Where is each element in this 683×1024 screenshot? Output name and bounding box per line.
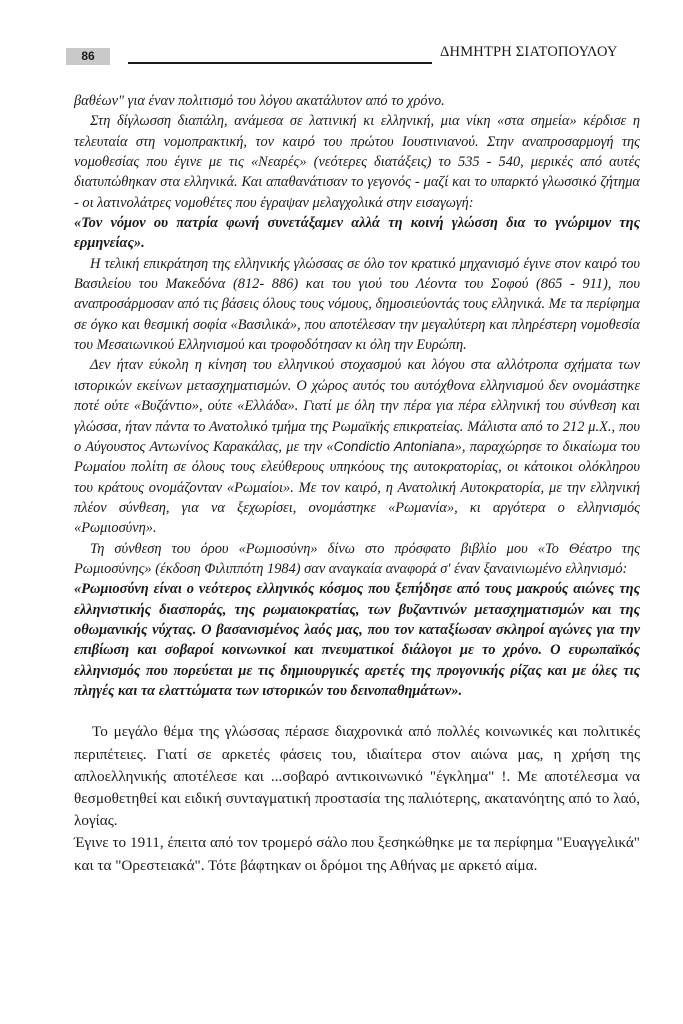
paragraph-7: Έγινε το 1911, έπειτα από τον τρομερό σάλο που ξεσηκώθηκε με τα περίφημα "Ευαγγελικά" και τα "Ορεστειακά". Τότε βάφτηκαν οι δρόμοι της Αθήνας με αρκετό αίμα. (74, 834, 640, 874)
paragraph-4-part-2: », παραχώρησε το δικαίωμα του Ρωμαίου πολίτη σε όλους τους ελεύθερους υπηκόους της αυτοκρατορίας, οι κάτοικοι ολόκληρου του κράτους ονομάζονταν «Ρωμαίοι». Με τον καιρό, η Ανατολική Αυτοκρατορία, με την ελληνική πλέον σύνθεση, για να ξεχωρίσει, ονομάστηκε «Ρωμανία», κι αργότερα ο ελληνισμός «Ρωμιοσύνη». (74, 438, 640, 537)
paragraph-5: Τη σύνθεση του όρου «Ρωμιοσύνη» δίνω στο πρόσφατο βιβλίο μου «Το Θέατρο της Ρωμιοσύνης» (έκδοση Φιλιππότη 1984) σαν αναγκαία αναφορά σ' έναν ξαναινιωμένο ελληνισμό: (74, 540, 640, 577)
paragraph-4-part-1: Δεν ήταν εύκολη η κίνηση του ελληνικού στοχασμού και λόγου στα αλλότροπα σχήματα των ιστορικών εκείνων μετασχηματισμών. Ο χώρος αυτός του αυτόχθονα ελληνισμού δεν ονομάστηκε ποτέ ούτε «Βυζάντιο», ούτε «Ελλάδα». Γιατί με όλη την πέρα για πέρα ελληνική του σύνθεση και γλώσσα, ήταν πάντα το Ανατολικό τμήμα της Ρωμαϊκής επικρατείας. Μάλιστα από το 212 μ.Χ., που ο Αύγουστος Αντωνίνος Καρακάλας, με την « (74, 357, 640, 455)
quote-1: «Τον νόμον ου πατρία φωνή συνετάξαμεν αλλά τη κοινή γλώσση δια το γνώριμον της ερμηνείας». (74, 215, 640, 252)
running-head: ΔΗΜΗΤΡΗ ΣΙΑΤΟΠΟΥΛΟΥ (440, 44, 618, 60)
quote-2: «Ρωμιοσύνη είναι ο νεότερος ελληνικός κόσμος που ξεπήδησε από τους μακρούς αιώνες της ελληνιστικής διασποράς, της ρωμαιοκρατίας, των βυζαντινών μετασχηματισμών και της οθωμανικής νύχτας. Ο βασανισμένος λαός μας, που τον καταξίωσαν σκληροί αγώνες για την επιβίωση και σοβαροί κοινωνικοί και πνευματικοί διάλογοι με το χρόνο. Ο ευρωπαϊκός ελληνισμός που πορεύεται με τις δημιουργικές αρετές της προγονικής ρίζας και με όλες τις πληγές και τα ελαττώματα των ιστορικών του δεινοπαθημάτων». (74, 581, 640, 699)
paragraph-3: Η τελική επικράτηση της ελληνικής γλώσσας σε όλο τον κρατικό μηχανισμό έγινε στον καιρό του Βασιλείου του Μακεδόνα (812- 886) και του γιού του Λέοντα του Σοφού (865 - 911), που αναπροσάρμοσαν από τις βάσεις όλους τους νόμους, δημοσιεύοντάς τους ελληνικά. Με τα περίφημα σε όγκο και θεσμική σοφία «Βασιλικά», που αποτέλεσαν την μεγαλύτερη και πληρέστερη νομοθεσία του Μεσαιωνικού Ελληνισμού και τροφοδότησαν κι όλη την Ευρώπη. (74, 255, 640, 354)
condictio-antoniana: Condictio Antoniana (333, 438, 455, 454)
section-gap (74, 701, 640, 721)
header-rule (128, 62, 432, 64)
paragraph-4 (74, 355, 640, 538)
paragraph-1: βαθέων" για έναν πολιτισμό του λόγου ακατάλυτον από το χρόνο. (74, 93, 445, 109)
paragraph-6: Το μεγάλο θέμα της γλώσσας πέρασε διαχρονικά από πολλές κοινωνικές και πολιτικές περιπέτειες. Γιατί σε αρκετές φάσεις του, ιδιαίτερα στον αιώνα μας, η χρήση της απλοελληνικής αποτέλεσε και ...σοβαρό αντικοινωνικό "έγκλημα" !. Με αποτέλεσμα να θεσμοθετηθεί και ειδική συνταγματική προστασία της παλιότερης, ακατανόητης από το λαό, λογίας. (74, 723, 640, 830)
plain-section (74, 721, 640, 876)
body-text (74, 91, 640, 877)
page-number: 86 (66, 48, 110, 65)
paragraph-2: Στη δίγλωσση διαπάλη, ανάμεσα σε λατινική κι ελληνική, μια νίκη «στα σημεία» κέρδισε η τελευταία στη νομοπρακτική, τον καιρό του πρώτου Ιουστινιανού. Στην αναπροσαρμογή της νομοθεσίας που έγινε με τις «Νεαρές» (νεότερες διατάξεις) το 535 - 540, μερικές από αυτές διατυπώθηκαν στα ελληνικά. Και απαθανάτισαν το γεγονός - μαζί και το υπαρκτό γλωσσικό ζήτημα - οι λατινολάτρες νομοθέτες που έγραψαν μελαγχολικά στην εισαγωγή: (74, 113, 640, 211)
